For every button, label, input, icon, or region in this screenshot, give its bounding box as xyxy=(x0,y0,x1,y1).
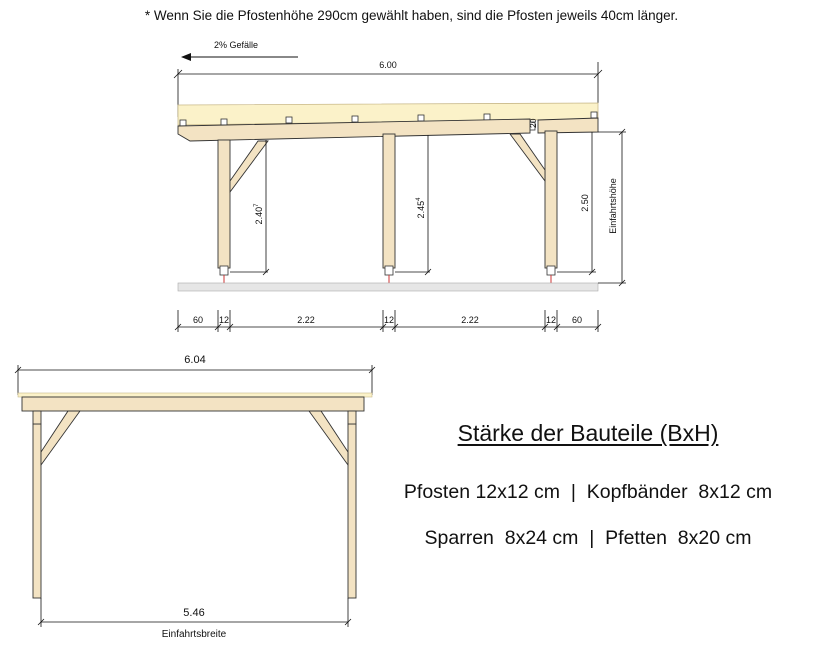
dim-overhang-left: 60 xyxy=(192,315,204,325)
post-left xyxy=(218,140,230,268)
front-post-caps xyxy=(33,411,356,424)
total-length-label: 6.00 xyxy=(379,60,397,70)
front-posts xyxy=(33,424,356,598)
specs-title: Stärke der Bauteile (BxH) xyxy=(457,420,719,446)
front-brace-left xyxy=(41,411,80,465)
front-post-right xyxy=(348,424,356,598)
dim-span-right: 2.22 xyxy=(461,315,479,325)
height-right-label: 2.50 xyxy=(580,194,590,212)
height-middle-label: 2.45$^4$ xyxy=(416,197,426,219)
clear-width-label: 5.46 xyxy=(183,607,205,619)
dim-span-left: 2.22 xyxy=(297,315,315,325)
post-right xyxy=(545,131,557,268)
dim-post-left: 12 xyxy=(218,315,230,325)
bottom-dimension-labels xyxy=(193,315,582,325)
post-anchors xyxy=(224,275,551,284)
front-roof-edge xyxy=(18,393,372,397)
beam-height-label: 20 xyxy=(528,118,538,128)
total-width-label: 6.04 xyxy=(184,354,206,366)
component-specs xyxy=(378,420,798,573)
ground xyxy=(178,283,598,291)
total-width-dimension xyxy=(15,365,375,395)
dim-overhang-right: 60 xyxy=(571,315,583,325)
front-rafter xyxy=(22,397,364,411)
front-brace-right xyxy=(309,411,348,465)
specs-line-rafters-purlins: Sparren 8x24 cm | Pfetten 8x20 cm xyxy=(424,527,752,549)
dim-post-right: 12 xyxy=(545,315,557,325)
post-bases xyxy=(220,266,555,275)
brace-right xyxy=(510,134,545,181)
front-post-left xyxy=(33,424,41,598)
slope-label: 2% Gefälle xyxy=(213,40,259,50)
height-dimensions xyxy=(230,129,626,286)
specs-line-posts-braces: Pfosten 12x12 cm | Kopfbänder 8x12 cm xyxy=(403,481,773,503)
post-height-note: * Wenn Sie die Pfostenhöhe 290cm gewählt haben, sind die Pfosten jeweils 40cm länger. xyxy=(144,8,679,23)
front-view xyxy=(15,354,375,640)
brace-left xyxy=(230,141,268,192)
height-left-label: 2.40$^7$ xyxy=(254,203,264,225)
clear-width-caption: Einfahrtsbreite xyxy=(161,629,227,640)
post-middle xyxy=(383,134,395,268)
front-braces xyxy=(41,411,348,465)
entry-height-label: Einfahrtshöhe xyxy=(608,178,618,234)
side-posts xyxy=(218,131,557,268)
dim-post-middle: 12 xyxy=(383,315,395,325)
side-view xyxy=(174,40,626,332)
